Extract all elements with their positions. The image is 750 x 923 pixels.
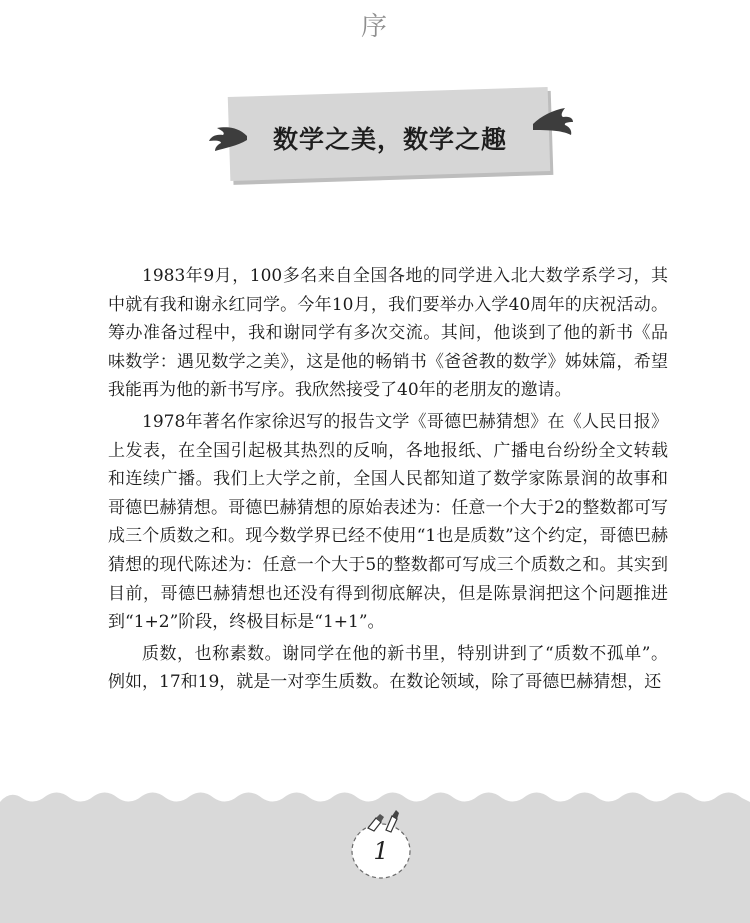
- body-text: [108, 262, 668, 700]
- paragraph: 质数，也称素数。谢同学在他的新书里，特别讲到了“质数不孤单”。例如，17和19，就是一对孪生质数。在数论领域，除了哥德巴赫猜想，还: [108, 643, 668, 693]
- page-title: 数学之美，数学之趣: [272, 125, 507, 154]
- section-header: 序: [360, 12, 389, 42]
- paragraph: 1978年著名作家徐迟写的报告文学《哥德巴赫猜想》在《人民日报》上发表，在全国引起极其热烈的反响，各地报纸、广播电台纷纷全文转载和连续广播。我们上大学之前，全国人民都知道了数学家陈景润的故事和哥德巴赫猜想。哥德巴赫猜想的原始表述为：任意一个大于2的整数都可写成三个质数之和。现今数学界已经不使用“1也是质数”这个约定，哥德巴赫猜想的现代陈述为：任意一个大于5的整数都可写成三个质数之和。其实到目前，哥德巴赫猜想也还没有得到彻底解决，但是陈景润把这个问题推进到“1+2”阶段，终极目标是“1+1”。: [108, 411, 668, 633]
- paragraph: 1983年9月，100多名来自全国各地的同学进入北大数学系学习，其中就有我和谢永红同学。今年10月，我们要举办入学40周年的庆祝活动。筹办准备过程中，我和谢同学有多次交流。其间，他谈到了他的新书《品味数学：遇见数学之美》，这是他的畅销书《爸爸教的数学》姊妹篇，希望我能再为他的新书写序。我欣然接受了40年的老朋友的邀请。: [108, 266, 668, 401]
- page-number: 1: [373, 837, 389, 865]
- title-banner: [215, 86, 565, 182]
